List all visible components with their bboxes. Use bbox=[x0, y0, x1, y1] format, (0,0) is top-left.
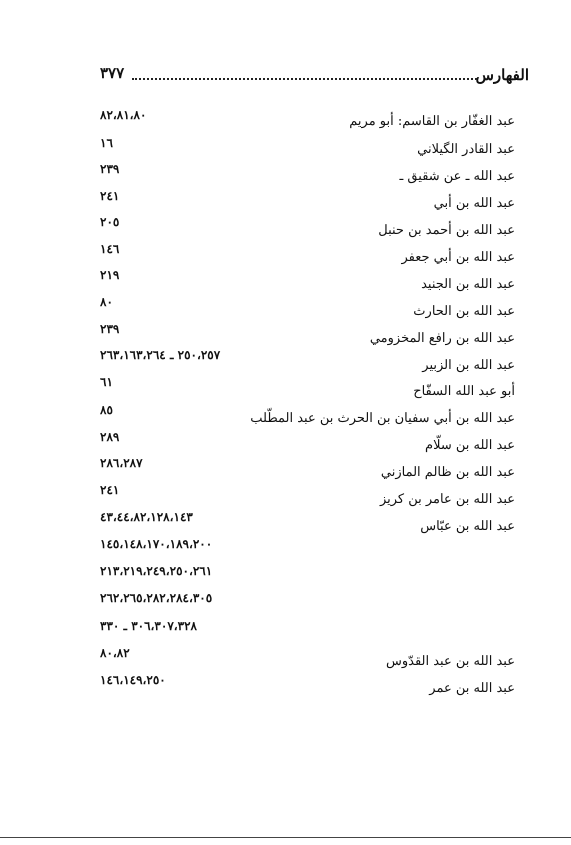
entry-pages: ٢٤١ bbox=[100, 189, 120, 203]
entry-pages: ٢٥٠،٢٥٧ ـ ٢٦٣،١٦٣،٢٦٤ bbox=[100, 348, 221, 362]
entry-pages: ٢٦٢،٢٦٥،٢٨٢،٢٨٤،٣٠٥ bbox=[100, 591, 213, 605]
entry-name: عبد الغفّار بن القاسم: أبو مريم bbox=[349, 114, 515, 129]
entry-name: عبد الله ـ عن شقيق ـ bbox=[399, 169, 515, 184]
entry-pages: ٨٠ bbox=[100, 295, 113, 309]
entry-name: عبد الله بن الجنيد bbox=[421, 277, 515, 292]
entry-pages: ٦١ bbox=[100, 375, 113, 389]
entry-name: عبد الله بن الزبير bbox=[422, 358, 515, 373]
entry-pages: ٢٨٦،٢٨٧ bbox=[100, 456, 143, 470]
entry-name: عبد الله بن عبّاس bbox=[420, 519, 515, 534]
page-number: ٣٧٧ bbox=[100, 64, 125, 82]
entry-pages: ٢٨٩ bbox=[100, 430, 120, 444]
entry-name: أبو عبد الله السفّاح bbox=[413, 384, 515, 399]
entry-name: عبد الله بن عبد القدّوس bbox=[385, 654, 515, 669]
header-title: الفهارس bbox=[475, 66, 529, 84]
entry-pages: ٢٤١ bbox=[100, 483, 120, 497]
entry-pages: ٢٣٩ bbox=[100, 162, 120, 176]
header-leader-dots bbox=[132, 78, 477, 80]
entry-name: عبد الله بن أحمد بن حنبل bbox=[378, 223, 515, 238]
entry-name: عبد الله بن الحارث bbox=[413, 304, 515, 319]
entry-pages: ٢٣٩ bbox=[100, 322, 120, 336]
entry-pages: ٢٠٥ bbox=[100, 215, 120, 229]
entry-pages: ٣٠٦،٣٠٧،٣٢٨ ـ ٣٣٠ bbox=[100, 619, 197, 633]
bottom-rule bbox=[0, 837, 571, 838]
entry-pages: ١٤٥،١٤٨،١٧٠،١٨٩،٢٠٠ bbox=[100, 537, 213, 551]
entry-name: عبد الله بن أبي جعفر bbox=[401, 250, 515, 265]
entry-name: عبد الله بن أبي سفيان بن الحرث بن عبد المطّلب bbox=[250, 411, 515, 426]
entry-pages: ٤٣،٤٤،٨٢،١٢٨،١٤٣ bbox=[100, 510, 193, 524]
entry-pages: ١٤٦ bbox=[100, 242, 120, 256]
entry-name: عبد الله بن عمر bbox=[429, 681, 515, 696]
entry-pages: ٢١٩ bbox=[100, 268, 120, 282]
entry-name: عبد الله بن سلّام bbox=[425, 438, 515, 453]
entry-pages: ١٤٦،١٤٩،٢٥٠ bbox=[100, 673, 166, 687]
entry-name: عبد الله بن أبي bbox=[433, 196, 515, 211]
entry-name: عبد القادر الگيلاني bbox=[417, 142, 515, 157]
entry-pages: ٨٥ bbox=[100, 403, 113, 417]
entry-name: عبد الله بن ظالم المازني bbox=[380, 465, 515, 480]
entry-pages: ٨٠،٨٢ bbox=[100, 646, 130, 660]
entry-pages: ٢١٣،٢١٩،٢٤٩،٢٥٠،٢٦١ bbox=[100, 564, 213, 578]
entry-name: عبد الله بن عامر بن كريز bbox=[379, 492, 515, 507]
entry-pages: ٨٢،٨١،٨٠ bbox=[100, 108, 147, 122]
entry-name: عبد الله بن رافع المخزومي bbox=[369, 331, 515, 346]
entry-pages: ١٦ bbox=[100, 136, 113, 150]
